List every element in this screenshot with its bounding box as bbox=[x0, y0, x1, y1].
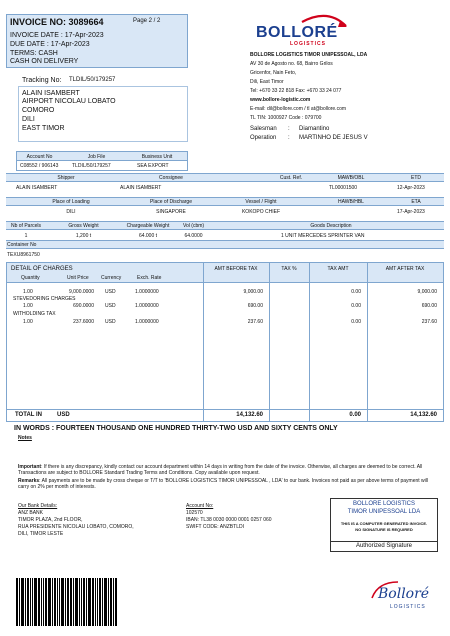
shipment-value: 64.000 t bbox=[138, 233, 158, 239]
company-address: AV 30 de Agosto no. 68, Bairro Grilos bbox=[250, 61, 333, 67]
salesman-colon: : bbox=[288, 126, 290, 132]
shipment-header: Vol (cbm) bbox=[182, 223, 205, 229]
charges-subheader: Quantity bbox=[21, 275, 40, 281]
shipment-header: Chargeable Weight bbox=[126, 223, 170, 229]
operation-label: Operation bbox=[250, 135, 277, 141]
account-value: TLDIL/50/179257 bbox=[72, 163, 111, 169]
customer-address-line: AIRPORT NICOLAU LOBATO bbox=[22, 98, 116, 105]
operation-colon: : bbox=[288, 135, 290, 141]
remarks-label: Remarks bbox=[18, 478, 40, 484]
signature-box bbox=[330, 498, 438, 552]
terms-detail: CASH ON DELIVERY bbox=[10, 58, 79, 65]
signature-company: BOLLORE LOGISTICS bbox=[352, 501, 416, 507]
shipment-value: SINGAPORE bbox=[156, 209, 186, 215]
notes-label: Notes bbox=[18, 435, 32, 441]
computer-generated-note: THIS IS A COMPUTER GENERATED INVOICE. bbox=[340, 521, 428, 526]
remarks-text: : All payments are to be made by cross cheque or T/T to 'BOLLORE LOGISTICS TIMOR UNIPESSOAL , LDA' to our bank. Invoices not paid as per above terms of payment will carry on 2% per month of interests. bbox=[18, 478, 428, 490]
charges-col-header: AMT BEFORE TAX bbox=[214, 266, 258, 272]
salesman-value: Diamantino bbox=[299, 126, 330, 132]
charge-tax-amt: 0.00 bbox=[351, 303, 361, 309]
charge-price: 9,000.0000 bbox=[68, 289, 94, 295]
company-tin: TL TIN: 1000927 Code : 079700 bbox=[250, 115, 322, 121]
shipment-header: Shipper bbox=[57, 175, 75, 181]
bank-line: TIMOR PLAZA, 2nd FLOOR, bbox=[18, 517, 83, 523]
important-text: : If there is any discrepancy, kindly contact our account department within 14 days in writing from the date of the invoice. Otherwise, all charges are deemed to be correct. All Transactions are subject to BOLLORE Standard Trading Terms and Conditions. Copy available upon request. bbox=[18, 464, 423, 476]
signature-company: TIMOR UNIPESSOAL LDA bbox=[347, 509, 421, 515]
shipment-value: 1 bbox=[24, 233, 28, 239]
account-line: SWIFT CODE: ANZBTLDI bbox=[186, 524, 244, 530]
charge-before-tax: 9,000.00 bbox=[243, 289, 263, 295]
operation-value: MARTINHO DE JESUS V bbox=[299, 135, 368, 141]
charge-currency: USD bbox=[105, 319, 116, 325]
account-header: Job File bbox=[87, 154, 106, 160]
remarks-notice bbox=[18, 478, 438, 490]
tracking-label: Tracking No: bbox=[22, 77, 62, 84]
account-header: Business Unit bbox=[141, 154, 173, 160]
account-number-title: Account No: bbox=[186, 503, 214, 509]
charges-subheader: Unit Price bbox=[67, 275, 89, 281]
shipment-value: ALAIN ISAMBERT bbox=[120, 185, 162, 191]
charges-subheader: Exch. Rate bbox=[137, 275, 162, 281]
charge-rate: 1.0000000 bbox=[135, 319, 159, 325]
company-email[interactable]: E-mail: dil@bollore.com / tl at@bollore.com bbox=[250, 106, 347, 112]
shipment-header: Place of Loading bbox=[52, 199, 90, 205]
charges-col-header: TAX AMT bbox=[327, 266, 349, 272]
company-logo bbox=[250, 10, 350, 50]
bank-line: RUA PRESIDENTE NICOLAU LOBATO, COMORO, bbox=[18, 524, 134, 530]
customer-address-line: EAST TIMOR bbox=[22, 125, 65, 132]
page-number: Page 2 / 2 bbox=[133, 18, 161, 24]
charges-title: DETAIL OF CHARGES bbox=[11, 266, 73, 272]
charge-after-tax: 237.60 bbox=[421, 319, 437, 325]
shipment-header: Nb of Parcels bbox=[10, 223, 41, 229]
company-name: BOLLORE LOGISTICS TIMOR UNIPESSOAL, LDA bbox=[250, 52, 368, 58]
bank-line: ANZ BANK bbox=[18, 510, 44, 516]
charge-qty: 1.00 bbox=[23, 289, 33, 295]
charge-qty: 1.00 bbox=[23, 303, 33, 309]
shipment-header: HAWB/HBL bbox=[338, 199, 364, 205]
company-phone: Tel: +670 33 22 818 Fax: +670 33 24 077 bbox=[250, 88, 342, 94]
terms: TERMS: CASH bbox=[10, 50, 58, 57]
shipment-value: DILI bbox=[66, 209, 76, 215]
shipment-header: ETD bbox=[411, 175, 421, 181]
charge-desc: WITHOLDING TAX bbox=[13, 311, 56, 317]
charge-currency: USD bbox=[105, 303, 116, 309]
charge-before-tax: 690.00 bbox=[247, 303, 263, 309]
customer-name: ALAIN ISAMBERT bbox=[22, 90, 80, 97]
charges-table bbox=[6, 262, 444, 422]
shipment-value: 12-Apr-2023 bbox=[397, 185, 425, 191]
customer-address-line: COMORO bbox=[22, 107, 55, 114]
company-address: Gricenfor, Nain Feto, bbox=[250, 70, 297, 76]
customer-address-box bbox=[18, 86, 188, 142]
shipment-header: ETA bbox=[411, 199, 421, 205]
tracking-value: TLDIL/50/179257 bbox=[69, 77, 116, 83]
total-tax-amt: 0.00 bbox=[349, 412, 361, 418]
total-label: TOTAL IN bbox=[15, 412, 42, 418]
shipment-header: Place of Discharge bbox=[150, 199, 192, 205]
invoice-info-box bbox=[6, 14, 188, 68]
shipment-value: TL00001500 bbox=[329, 185, 358, 191]
charges-col-header: AMT AFTER TAX bbox=[385, 266, 425, 272]
footer-logo bbox=[368, 576, 444, 616]
invoice-number: INVOICE NO: 3089664 bbox=[10, 17, 104, 27]
charge-rate: 1.0000000 bbox=[135, 289, 159, 295]
account-line: 102570 bbox=[186, 510, 203, 516]
shipment-value: 64.0000 bbox=[184, 233, 203, 239]
company-website[interactable]: www.bollore-logistic.com bbox=[250, 97, 311, 103]
charges-subheader: Currency bbox=[101, 275, 122, 281]
account-value: SEA EXPORT bbox=[137, 163, 169, 169]
barcode bbox=[16, 578, 132, 626]
charge-desc: STEVEDORING CHARGES bbox=[13, 296, 76, 302]
charge-tax-amt: 0.00 bbox=[351, 289, 361, 295]
bank-line: DILI, TIMOR LESTE bbox=[18, 531, 64, 537]
footer-logo-subtext: LOGISTICS bbox=[390, 604, 426, 610]
customer-address-line: DILI bbox=[22, 116, 35, 123]
logo-subtext: LOGISTICS bbox=[290, 41, 326, 47]
shipment-value: 1,200 t bbox=[75, 233, 92, 239]
due-date: DUE DATE : 17-Apr-2023 bbox=[10, 41, 90, 48]
charge-tax-amt: 0.00 bbox=[351, 319, 361, 325]
important-notice bbox=[18, 464, 438, 476]
charges-col-header: TAX % bbox=[281, 266, 297, 272]
shipment-table bbox=[6, 173, 444, 259]
shipment-header: Gross Weight bbox=[68, 223, 99, 229]
account-header: Account No bbox=[26, 154, 53, 160]
logo-text: BOLLORÉ bbox=[256, 24, 338, 41]
shipment-header: Goods Description bbox=[310, 223, 352, 229]
charge-after-tax: 690.00 bbox=[421, 303, 437, 309]
charge-before-tax: 237.60 bbox=[247, 319, 263, 325]
footer-logo-text: Bolloré bbox=[378, 586, 430, 602]
shipment-header: MAWB/OBL bbox=[337, 175, 365, 181]
shipment-header: Consignee bbox=[159, 175, 183, 181]
account-table bbox=[16, 151, 188, 171]
charge-qty: 1.00 bbox=[23, 319, 33, 325]
shipment-value: ALAIN ISAMBERT bbox=[16, 185, 58, 191]
account-value: C08552 / 906143 bbox=[20, 163, 59, 169]
no-signature-note: NO SIGNATURE IS REQUIRED bbox=[355, 527, 413, 532]
shipment-value: 1 UNIT MERCEDES SPRINTER VAN bbox=[281, 233, 365, 239]
charge-price: 690.0000 bbox=[73, 303, 94, 309]
container-label: Container No bbox=[7, 242, 37, 248]
important-label: Important bbox=[18, 464, 42, 470]
charge-rate: 1.0000000 bbox=[135, 303, 159, 309]
charge-after-tax: 9,000.00 bbox=[417, 289, 437, 295]
charge-currency: USD bbox=[105, 289, 116, 295]
authorized-signature-label: Authorized Signature bbox=[355, 543, 413, 549]
salesman-label: Salesman bbox=[250, 126, 277, 132]
container-value: TEXU8961750 bbox=[7, 252, 40, 258]
total-before-tax: 14,132.60 bbox=[236, 412, 263, 418]
total-currency: USD bbox=[57, 412, 70, 418]
account-line: IBAN: TL38 0030 0000 0001 0257 060 bbox=[186, 517, 272, 523]
company-address: Dili, East Timor bbox=[250, 79, 284, 85]
shipment-value: 17-Apr-2023 bbox=[397, 209, 425, 215]
bank-details-title: Our Bank Details: bbox=[18, 503, 58, 509]
shipment-value: KOKOPO CHIEF bbox=[241, 209, 281, 215]
shipment-header: Vessel / Flight bbox=[245, 199, 277, 205]
invoice-date: INVOICE DATE : 17-Apr-2023 bbox=[10, 32, 104, 39]
total-after-tax: 14,132.60 bbox=[410, 412, 437, 418]
shipment-header: Cust. Ref. bbox=[279, 175, 303, 181]
charge-price: 237.6000 bbox=[73, 319, 94, 325]
amount-in-words: IN WORDS : FOURTEEN THOUSAND ONE HUNDRED THIRTY-TWO USD AND SIXTY CENTS ONLY bbox=[14, 425, 338, 432]
